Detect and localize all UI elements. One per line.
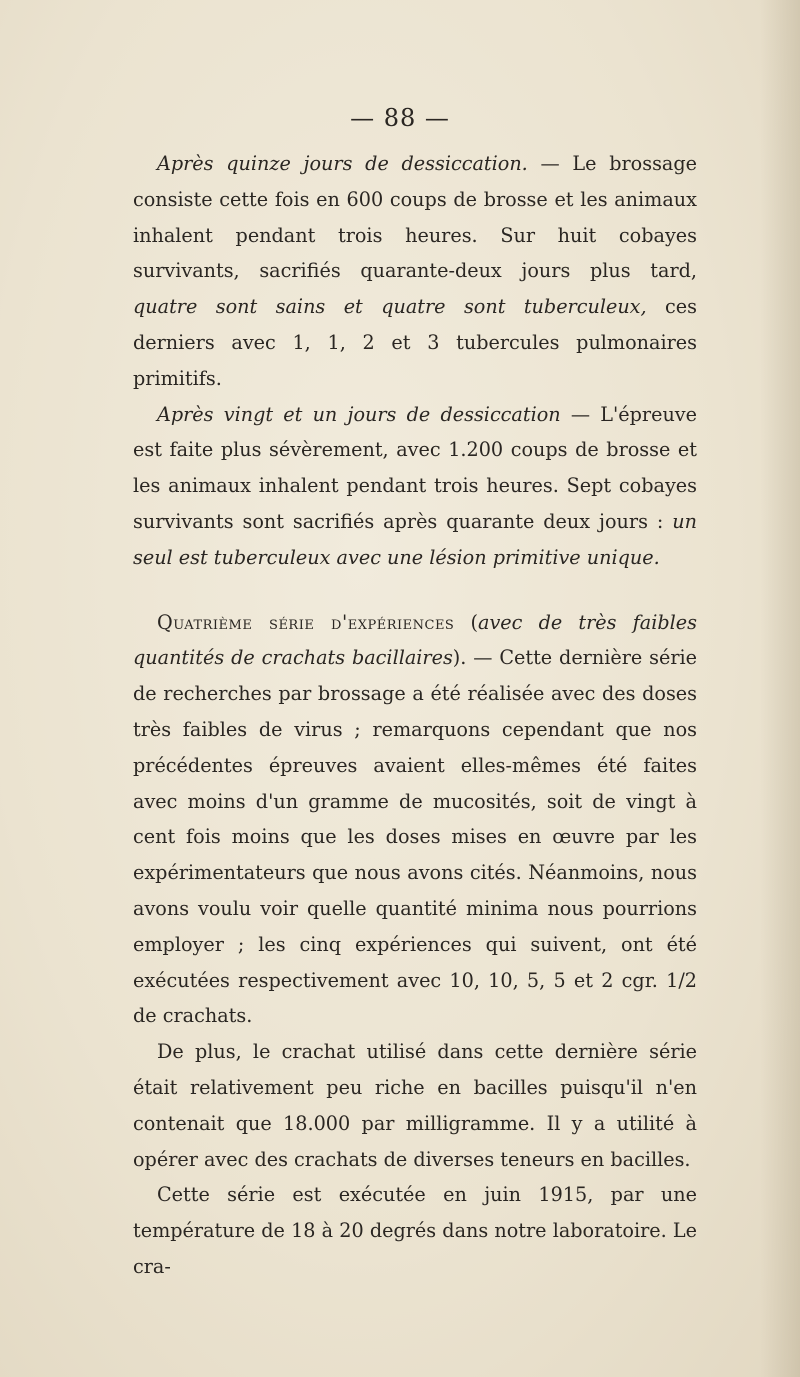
text-run: De plus, le crachat utilisé dans cette dernière série était relativement peu riche en bacilles puisqu'il n'en contenait que 18.000 par milligramme. Il y a utilité à opérer avec des crachats de diverses teneurs en bacilles. — [133, 1040, 697, 1171]
text-run: ). — Cette dernière série de recherches par brossage a été réalisée avec des doses très faibles de virus ; remarquons cependant que nos précédentes épreuves avaient elles-mêmes été faites avec moins d'un gramme de mucosités, soit de vingt à cent fois moins que les doses mises en œuvre par les expérimentateurs que nous avons cités. Néanmoins, nous avons voulu voir quelle quantité minima nous pourrions employer ; les cinq expériences qui suivent, ont été exécutées respectivement avec 10, 10, 5, 5 et 2 cgr. 1/2 de crachats. — [133, 646, 697, 1028]
run-heading-21-days: Après vingt et un jours de dessiccation — [157, 402, 561, 426]
text-run: Cette série est exécutée en juin 1915, par une température de 18 à 20 degrés dans notre laboratoire. Le cra- — [133, 1183, 697, 1278]
text-run: ( — [454, 610, 479, 634]
section-heading-fourth-series: Quatrième série d'expériences — [157, 610, 455, 634]
text-run: — Le brossage consiste cette fois en 600 coups de brosse et les animaux inhalent pendant trois heures. Sur huit cobayes survivants, sacrifiés quarante-deux jours plus tard, — [133, 152, 698, 283]
paragraph-fourth-series — [133, 605, 697, 1035]
paragraph-after-15-days — [133, 146, 697, 397]
text-run-italic: quatre sont sains et quatre sont tuberculeux, — [133, 295, 647, 319]
paragraph-bacilli-content — [133, 1034, 697, 1177]
text-run-italic: avec de très faibles quantités de crachats bacillaires — [133, 610, 697, 670]
body-text — [133, 146, 697, 1285]
run-heading-15-days: Après quinze jours de dessiccation. — [157, 152, 528, 175]
text-run-italic: un seul est tuberculeux avec une lésion primitive unique. — [133, 509, 697, 569]
page-number: — 88 — — [350, 104, 450, 132]
text-run: — L'épreuve est faite plus sévèrement, avec 1.200 coups de brosse et les animaux inhalent pendant trois heures. Sept cobayes survivants sont sacrifiés après quarante deux jours : — [133, 402, 698, 533]
text-run: ces derniers avec 1, 1, 2 et 3 tubercules pulmonaires primitifs. — [133, 295, 697, 390]
page-edge-shadow — [760, 0, 800, 1377]
paragraph-after-21-days — [133, 397, 697, 576]
paragraph-june-1915 — [133, 1177, 697, 1284]
